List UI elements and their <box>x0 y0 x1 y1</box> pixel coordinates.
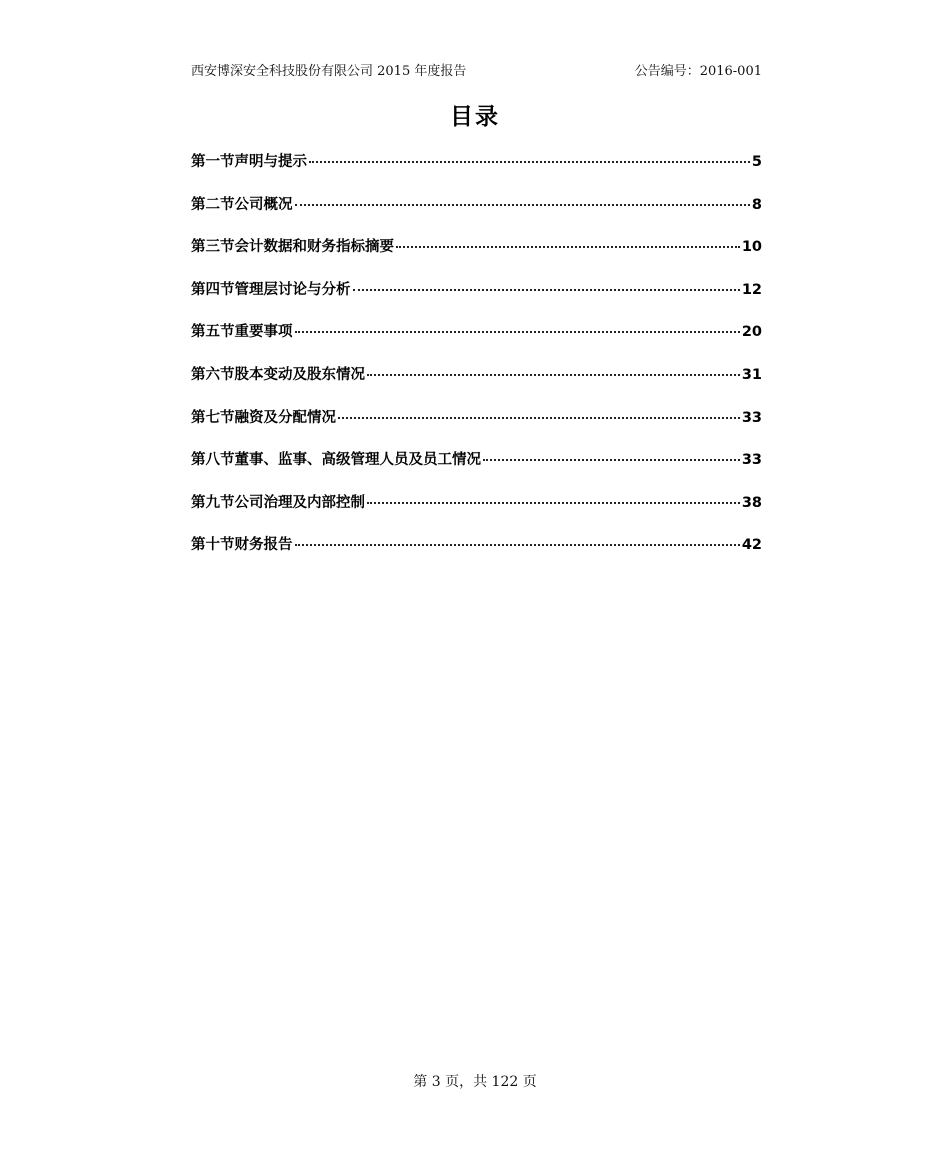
toc-entry-section-4[interactable] <box>191 278 762 321</box>
toc-entry-label: 第三节会计数据和财务指标摘要 <box>191 239 394 256</box>
toc-entry-section-2[interactable] <box>191 193 762 236</box>
toc-entry-page: 10 <box>741 239 762 256</box>
toc-entry-section-9[interactable] <box>191 491 762 534</box>
dot-leader <box>367 502 740 504</box>
toc-title: 目录 <box>450 104 500 130</box>
report-title: 西安博深安全科技股份有限公司 2015 年度报告 <box>191 63 467 79</box>
toc-entry-page: 20 <box>741 324 762 341</box>
dot-leader <box>309 161 750 163</box>
toc-entry-section-6[interactable] <box>191 363 762 406</box>
dot-leader <box>396 246 740 248</box>
toc-entry-page: 5 <box>751 154 762 170</box>
dot-leader <box>295 204 750 206</box>
toc-entry-label: 第五节重要事项 <box>191 324 293 341</box>
toc-entry-section-5[interactable] <box>191 320 762 363</box>
toc-entry-page: 38 <box>741 494 762 511</box>
dot-leader <box>295 331 740 333</box>
toc-entry-page: 8 <box>751 196 762 213</box>
toc-entry-label: 第八节董事、监事、高级管理人员及员工情况 <box>191 452 481 469</box>
toc-entry-page: 42 <box>741 537 762 554</box>
toc-entry-label: 第四节管理层讨论与分析 <box>191 281 351 298</box>
page-number-footer: 第 3 页，共 122 页 <box>413 1074 537 1090</box>
dot-leader <box>338 417 740 419</box>
toc-entry-label: 第六节股本变动及股东情况 <box>191 366 365 383</box>
toc-entry-section-3[interactable] <box>191 235 762 278</box>
toc-entry-page: 33 <box>741 409 762 426</box>
toc-entry-section-1[interactable] <box>191 150 762 193</box>
announcement-number: 公告编号：2016-001 <box>634 63 762 79</box>
dot-leader <box>367 374 740 376</box>
toc-entry-page: 12 <box>741 281 762 298</box>
toc-entry-page: 33 <box>741 452 762 469</box>
toc-entry-label: 第七节融资及分配情况 <box>191 409 336 426</box>
dot-leader <box>483 459 740 461</box>
toc-entry-section-10[interactable] <box>191 533 762 576</box>
table-of-contents <box>191 150 762 576</box>
toc-entry-section-8[interactable] <box>191 448 762 491</box>
dot-leader <box>353 289 740 291</box>
dot-leader <box>295 544 740 546</box>
toc-entry-page: 31 <box>741 366 762 383</box>
toc-entry-label: 第二节公司概况 <box>191 196 293 213</box>
toc-entry-label: 第一节声明与提示 <box>191 154 307 170</box>
toc-entry-label: 第九节公司治理及内部控制 <box>191 494 365 511</box>
toc-entry-section-7[interactable] <box>191 406 762 449</box>
toc-entry-label: 第十节财务报告 <box>191 537 293 554</box>
page-header <box>191 58 762 80</box>
